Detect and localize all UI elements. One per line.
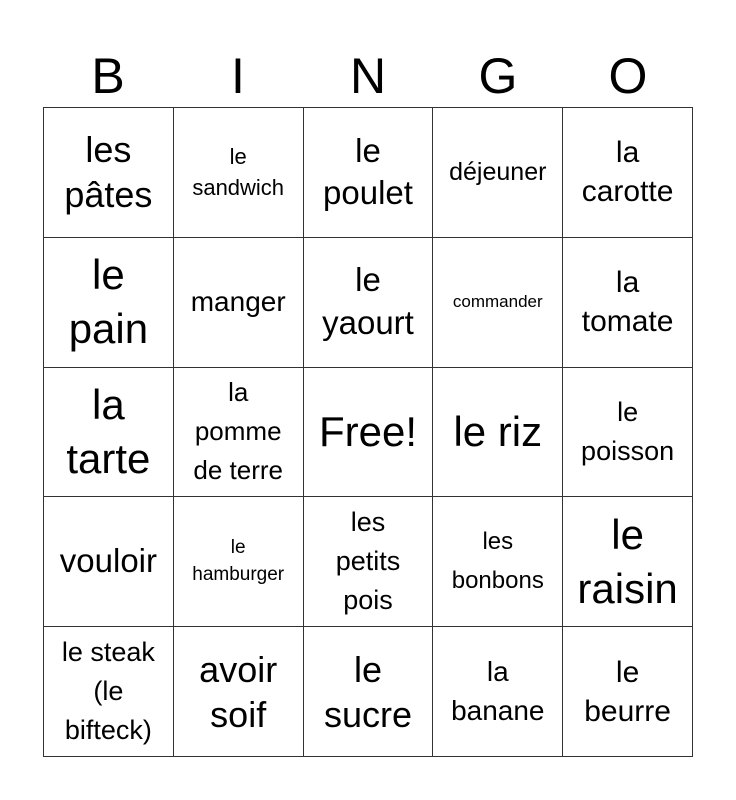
cell-label: avoir soif: [199, 648, 278, 735]
cell-label: le steak (le bifteck): [61, 636, 155, 746]
cell-label: le hamburger: [192, 537, 285, 585]
cell-label: Free!: [318, 408, 417, 456]
bingo-cell[interactable]: [563, 627, 693, 757]
bingo-cell[interactable]: [44, 368, 174, 498]
bingo-cell[interactable]: [44, 627, 174, 757]
cell-label: la banane: [451, 655, 545, 726]
bingo-cell[interactable]: [174, 238, 304, 368]
bingo-cell[interactable]: [304, 368, 434, 498]
cell-label: le riz: [453, 408, 543, 456]
cell-label: commander: [452, 292, 543, 312]
header-letter-b: B: [91, 48, 125, 104]
bingo-cell[interactable]: [563, 108, 693, 238]
cell-label: le sandwich: [192, 143, 285, 201]
cell-label: manger: [190, 285, 286, 317]
bingo-cell[interactable]: [433, 108, 563, 238]
bingo-cell[interactable]: [44, 108, 174, 238]
cell-label: vouloir: [59, 542, 157, 580]
cell-label: les bonbons: [451, 528, 544, 594]
cell-label: le pain: [68, 251, 149, 353]
bingo-cell[interactable]: [433, 627, 563, 757]
cell-label: le poisson: [581, 396, 675, 466]
cell-label: la tarte: [66, 381, 151, 482]
header-letter-o: O: [608, 48, 648, 104]
bingo-cell[interactable]: [563, 497, 693, 627]
bingo-header: [43, 46, 693, 106]
bingo-cell[interactable]: [174, 627, 304, 757]
header-letter-n: N: [349, 48, 387, 104]
cell-label: le yaourt: [322, 261, 414, 342]
cell-label: la tomate: [581, 266, 674, 339]
bingo-cell[interactable]: [304, 238, 434, 368]
cell-label: le beurre: [584, 655, 671, 728]
bingo-cell[interactable]: [304, 108, 434, 238]
bingo-cell[interactable]: [304, 627, 434, 757]
bingo-cell[interactable]: [433, 368, 563, 498]
bingo-cell[interactable]: [174, 108, 304, 238]
bingo-cell[interactable]: [304, 497, 434, 627]
cell-label: le poulet: [323, 131, 413, 212]
bingo-cell[interactable]: [174, 368, 304, 498]
bingo-cell[interactable]: [563, 238, 693, 368]
header-letter-i: I: [231, 48, 245, 104]
cell-label: la pomme de terre: [193, 377, 283, 486]
cell-label: le sucre: [323, 648, 412, 735]
bingo-cell[interactable]: [433, 238, 563, 368]
cell-label: la carotte: [581, 136, 674, 209]
header-letter-g: G: [478, 48, 518, 104]
cell-label: les petits pois: [335, 507, 401, 616]
bingo-cell[interactable]: [174, 497, 304, 627]
cell-label: déjeuner: [449, 157, 547, 186]
bingo-cell[interactable]: [433, 497, 563, 627]
cell-label: le raisin: [577, 511, 678, 612]
bingo-grid: [43, 107, 693, 757]
bingo-cell[interactable]: [44, 238, 174, 368]
cell-label: les pâtes: [64, 129, 153, 216]
bingo-cell[interactable]: [563, 368, 693, 498]
bingo-cell[interactable]: [44, 497, 174, 627]
